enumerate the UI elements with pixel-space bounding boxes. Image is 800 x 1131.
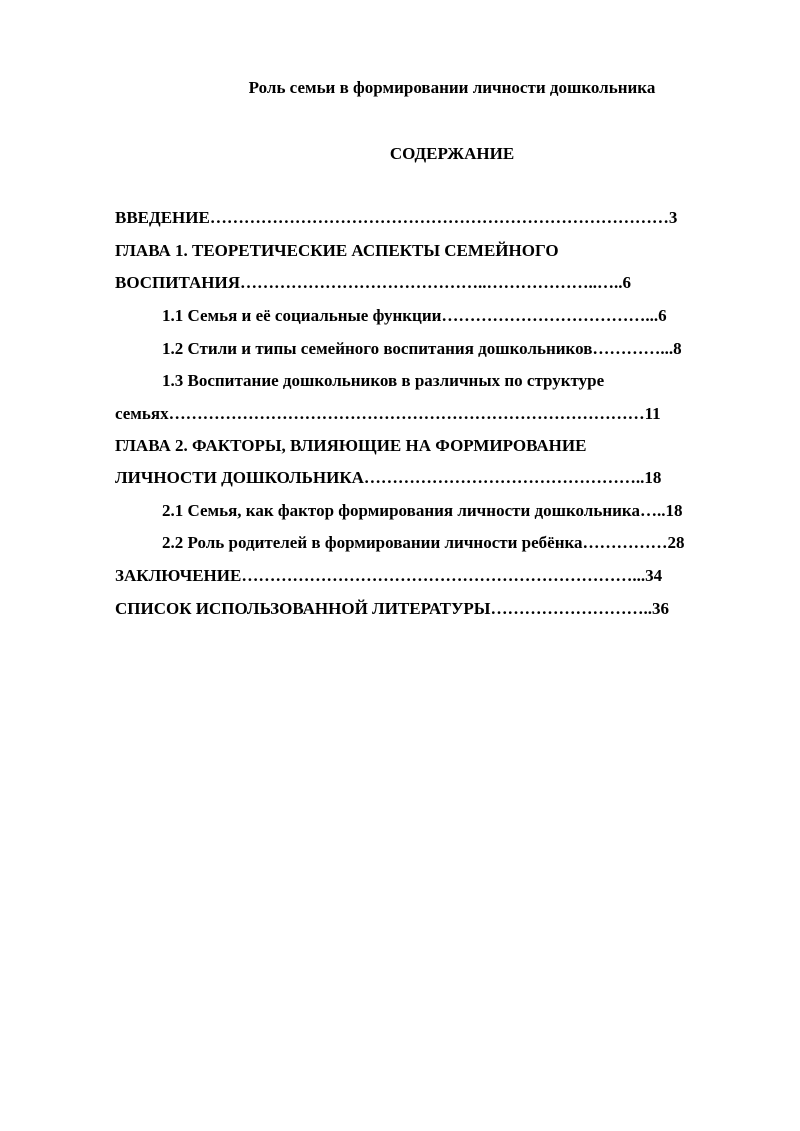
toc-entry-section-2-1: 2.1 Семья, как фактор формирования личности дошкольника…..18 bbox=[162, 501, 683, 520]
toc-entry-bibliography: СПИСОК ИСПОЛЬЗОВАННОЙ ЛИТЕРАТУРЫ………………………..36 bbox=[115, 599, 669, 618]
document-title: Роль семьи в формировании личности дошкольника bbox=[248, 78, 656, 97]
toc-entry-introduction: ВВЕДЕНИЕ………………………………………………………………………3 bbox=[115, 208, 678, 227]
toc-entry-section-2-2: 2.2 Роль родителей в формировании личности ребёнка……………28 bbox=[162, 533, 685, 552]
toc-entry-chapter-2-line-2: ЛИЧНОСТИ ДОШКОЛЬНИКА…………………………………………..18 bbox=[115, 468, 662, 487]
toc-entry-conclusion: ЗАКЛЮЧЕНИЕ……………………………………………………………...34 bbox=[115, 566, 663, 585]
toc-entry-section-1-1: 1.1 Семья и её социальные функции………………………………...6 bbox=[162, 306, 667, 325]
toc-heading: СОДЕРЖАНИЕ bbox=[389, 144, 515, 163]
toc-entry-chapter-1-line-1: ГЛАВА 1. ТЕОРЕТИЧЕСКИЕ АСПЕКТЫ СЕМЕЙНОГО bbox=[115, 241, 559, 260]
toc-entry-chapter-1-line-2: ВОСПИТАНИЯ……………………………………..………………..…..6 bbox=[115, 273, 631, 292]
toc-entry-chapter-2-line-1: ГЛАВА 2. ФАКТОРЫ, ВЛИЯЮЩИЕ НА ФОРМИРОВАНИЕ bbox=[115, 436, 587, 455]
toc-entry-section-1-3-line-1: 1.3 Воспитание дошкольников в различных по структуре bbox=[162, 371, 605, 390]
toc-entry-section-1-2: 1.2 Стили и типы семейного воспитания дошкольников…………...8 bbox=[162, 339, 682, 358]
toc-entry-section-1-3-line-2: семьях…………………………………………………………………………11 bbox=[115, 404, 661, 423]
